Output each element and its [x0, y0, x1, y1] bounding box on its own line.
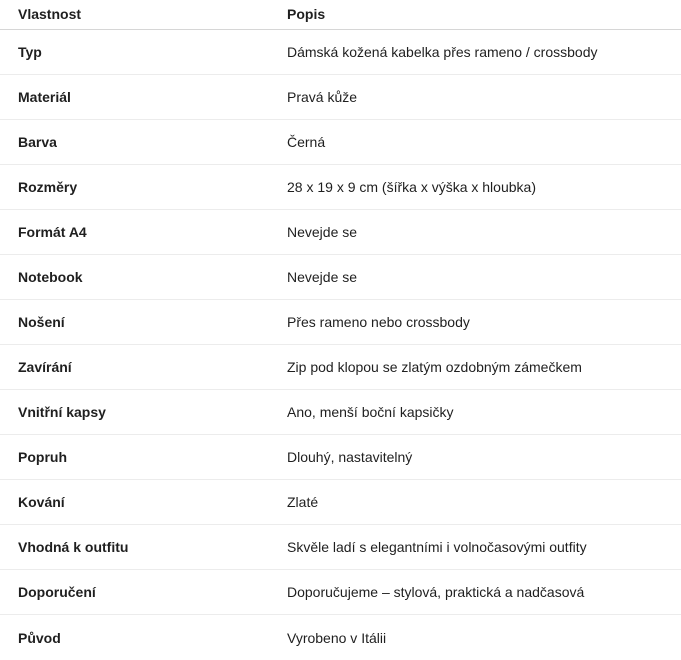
description-cell: Vyrobeno v Itálii	[287, 629, 387, 646]
table-row	[0, 255, 681, 300]
description-cell: Černá	[287, 134, 326, 150]
description-cell: Dámská kožená kabelka přes rameno / crossbody	[287, 44, 598, 60]
description-cell: Nevejde se	[287, 269, 358, 285]
property-cell: Materiál	[18, 89, 71, 105]
description-cell: Dlouhý, nastavitelný	[287, 449, 413, 465]
description-cell: Doporučujeme – stylová, praktická a nadčasová	[287, 584, 585, 600]
description-cell: Zlaté	[287, 494, 319, 510]
property-cell: Formát A4	[18, 224, 87, 240]
table-row	[0, 30, 681, 75]
description-cell: 28 x 19 x 9 cm (šířka x výška x hloubka)	[287, 179, 536, 195]
property-cell: Typ	[18, 44, 42, 60]
property-cell: Barva	[18, 134, 57, 150]
table-row	[0, 120, 681, 165]
property-cell: Doporučení	[18, 584, 96, 600]
table-header-row	[0, 0, 681, 30]
header-description: Popis	[287, 6, 326, 22]
table-row	[0, 570, 681, 615]
description-cell: Ano, menší boční kapsičky	[287, 404, 454, 420]
table-row	[0, 525, 681, 570]
property-cell: Vhodná k outfitu	[18, 539, 129, 555]
property-cell: Rozměry	[18, 179, 78, 195]
header-property: Vlastnost	[18, 6, 82, 22]
table-row	[0, 345, 681, 390]
property-cell: Notebook	[18, 269, 83, 285]
table-row	[0, 615, 681, 660]
property-cell: Popruh	[18, 449, 67, 465]
description-cell: Přes rameno nebo crossbody	[287, 314, 470, 330]
table-row	[0, 390, 681, 435]
table-row	[0, 480, 681, 525]
property-cell: Nošení	[18, 314, 65, 330]
table-row	[0, 300, 681, 345]
description-cell: Skvěle ladí s elegantními i volnočasovými outfity	[287, 539, 587, 555]
table-row	[0, 210, 681, 255]
description-cell: Pravá kůže	[287, 89, 358, 105]
description-cell: Zip pod klopou se zlatým ozdobným zámečkem	[287, 359, 582, 375]
property-cell: Kování	[18, 494, 65, 510]
property-cell: Vnitřní kapsy	[18, 404, 106, 420]
table-row	[0, 75, 681, 120]
property-cell: Původ	[18, 629, 61, 646]
property-cell: Zavírání	[18, 359, 72, 375]
description-cell: Nevejde se	[287, 224, 358, 240]
table-row	[0, 165, 681, 210]
table-row	[0, 435, 681, 480]
